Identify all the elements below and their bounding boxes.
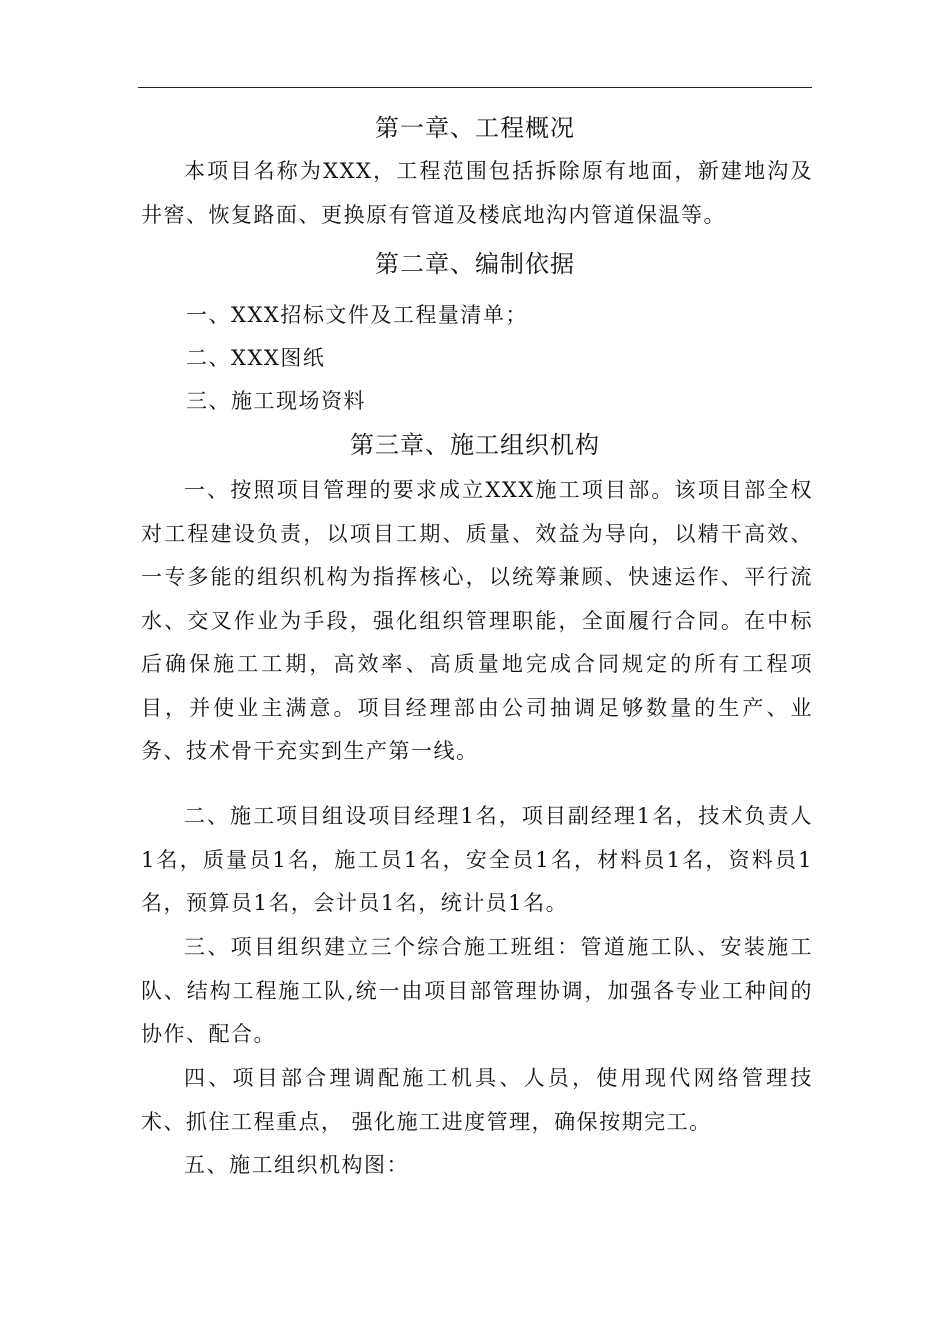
chapter3-para-3: 三、项目组织建立三个综合施工班组：管道施工队、安装施工队、结构工程施工队,统一由项目部管理协调，加强各专业工种间的协作、配合。 — [141, 935, 813, 1046]
chapter3-para-5: 五、施工组织机构图： — [184, 1153, 409, 1177]
chapter2-title: 第二章、编制依据 — [375, 250, 575, 278]
chapter3-title: 第三章、施工组织机构 — [350, 431, 600, 459]
header-rule — [138, 87, 812, 88]
chapter1-title: 第一章、工程概况 — [375, 114, 575, 142]
chapter3-para-1: 一、按照项目管理的要求成立XXX施工项目部。该项目部全权对工程建设负责，以项目工期、质量、效益为导向，以精干高效、一专多能的组织机构为指挥核心，以统筹兼顾、快速运作、平行流水、交叉作业为手段，强化组织管理职能，全面履行合同。在中标后确保施工工期，高效率、高质量地完成合同规定的所有工程项目，并使业主满意。项目经理部由公司抽调足够数量的生产、业务、技术骨干充实到生产第一线。 — [141, 478, 813, 763]
chapter2-item-3: 三、施工现场资料 — [186, 389, 366, 413]
chapter3-para-4: 四、项目部合理调配施工机具、人员，使用现代网络管理技术、抓住工程重点， 强化施工进度管理，确保按期完工。 — [141, 1066, 813, 1134]
chapter3-para-2: 二、施工项目组设项目经理1名，项目副经理1名，技术负责人1名，质量员1名，施工员1名，安全员1名，材料员1名，资料员1名，预算员1名，会计员1名，统计员1名。 — [141, 804, 813, 915]
chapter1-body: 本项目名称为XXX，工程范围包括拆除原有地面，新建地沟及井窖、恢复路面、更换原有管道及楼底地沟内管道保温等。 — [141, 159, 813, 227]
chapter2-item-2: 二、XXX图纸 — [186, 346, 326, 370]
chapter2-item-1: 一、XXX招标文件及工程量清单； — [186, 303, 528, 327]
